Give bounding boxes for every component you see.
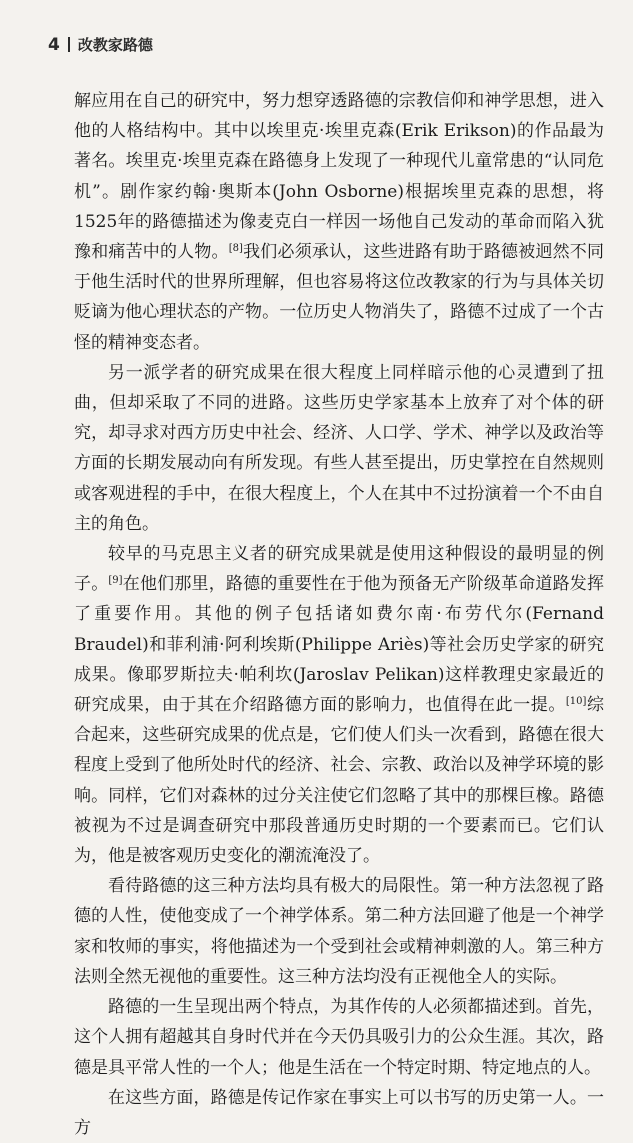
- paragraph-6: [74, 1083, 604, 1143]
- running-header: [48, 34, 153, 55]
- footnote-ref-8: [8]: [228, 243, 243, 255]
- running-title: 改教家路德: [77, 36, 153, 54]
- paragraph-3-text-2: 在他们那里，路德的重要性在于他为预备无产阶级革命道路发挥了重要作用。其他的例子包括诸如费尔南·布劳代尔(Fernand Braudel)和菲利浦·阿利埃斯(Philippe Ariès)等社会历史学家的研究成果。像耶罗斯拉夫·帕利坎(Jaroslav Pelikan)这样教理史家最近的研究成果，由于其在介绍路德方面的影响力，也值得在此一提。: [74, 574, 605, 716]
- footnote-ref-10: [10]: [565, 696, 587, 708]
- paragraph-3-text-3: 综合起来，这些研究成果的优点是，它们使人们头一次看到，路德在很大程度上受到了他所处时代的经济、社会、宗教、政治以及神学环境的影响。同样，它们对森林的过分关注使它们忽略了其中的那棵巨橡。路德被视为不过是调查研究中那段普通历史时期的一个要素而已。它们认为，他是被客观历史变化的潮流淹没了。: [74, 695, 605, 867]
- paragraph-3-text-1: 较早的马克思主义者的研究成果就是使用这种假设的最明显的例子。: [74, 544, 604, 595]
- paragraph-1: [74, 86, 604, 358]
- paragraph-4-text: 看待路德的这三种方法均具有极大的局限性。第一种方法忽视了路德的人性，使他变成了一个神学体系。第二种方法回避了他是一个神学家和牧师的事实，将他描述为一个受到社会或精神刺激的人。第三种方法则全然无视他的重要性。这三种方法均没有正视他全人的实际。: [74, 876, 604, 987]
- body-text: [74, 86, 605, 1138]
- paragraph-1-text-1: 解应用在自己的研究中，努力想穿透路德的宗教信仰和神学思想，进入他的人格结构中。其中以埃里克·埃里克森(Erik Erikson)的作品最为著名。埃里克·埃里克森在路德身上发现了一种现代儿童常患的“认同危机”。剧作家约翰·奥斯本(John Osborne)根据埃里克森的思想，将1525年的路德描述为像麦克白一样因一场他自己发动的革命而陷入犹豫和痛苦中的人物。: [74, 91, 604, 263]
- header-divider: [68, 37, 70, 52]
- paragraph-2-text: 另一派学者的研究成果在很大程度上同样暗示他的心灵遭到了扭曲，但却采取了不同的进路。这些历史学家基本上放弃了对个体的研究，却寻求对西方历史中社会、经济、人口学、学术、神学以及政治等方面的长期发展动向有所发现。有些人甚至提出，历史掌控在自然规则或客观进程的手中，在很大程度上，个人在其中不过扮演着一个不由自主的角色。: [74, 362, 604, 534]
- paragraph-5: [74, 992, 604, 1083]
- paragraph-3: [74, 539, 604, 871]
- footnote-ref-9: [9]: [108, 575, 123, 587]
- paragraph-1-text-2: 我们必须承认，这些进路有助于路德被迥然不同于他生活时代的世界所理解，但也容易将这位改教家的行为与具体关切贬谪为他心理状态的产物。一位历史人物消失了，路德不过成了一个古怪的精神变态者。: [74, 242, 605, 353]
- paragraph-5-text: 路德的一生呈现出两个特点，为其作传的人必须都描述到。首先，这个人拥有超越其自身时代并在今天仍具吸引力的公众生涯。其次，路德是具平常人性的一个人；他是生活在一个特定时期、特定地点的人。: [74, 997, 604, 1078]
- paragraph-6-text: 在这些方面，路德是传记作家在事实上可以书写的历史第一人。一方: [74, 1087, 604, 1138]
- paragraph-4: [74, 871, 604, 992]
- page-number: 4: [48, 34, 60, 55]
- paragraph-2: [74, 358, 604, 539]
